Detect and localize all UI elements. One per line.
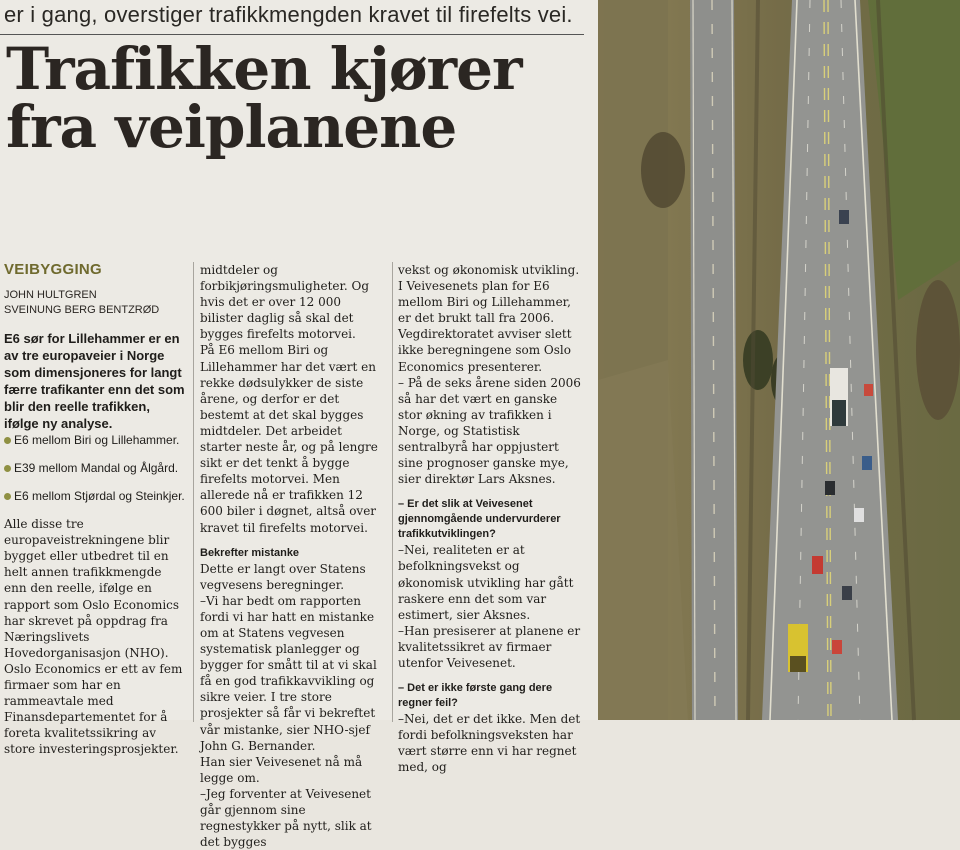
- top-line-text: er i gang, overstiger trafikkmengden kravet til firefelts vei.: [4, 2, 573, 27]
- interview-question: – Er det slik at Veivesenet gjennomgående undervurderer trafikkutviklingen?: [398, 498, 561, 541]
- body-paragraph: –Nei, realiteten er at befolkningsvekst og økonomisk utvikling har gått raskere enn det som var estimert, sier Aksnes.: [398, 543, 574, 622]
- body-paragraph: vekst og økonomisk utvikling. I Veivesenets plan for E6 mellom Biri og Lillehammer, er det brukt tall fra 2006.: [398, 263, 580, 326]
- bullet-dot-icon: [4, 465, 11, 472]
- headline: Trafikken kjører fra veiplanene: [6, 35, 522, 161]
- column-divider: [392, 262, 393, 722]
- subheading: Bekrefter mistanke: [200, 546, 300, 559]
- ingress: E6 sør for Lillehammer er en av tre europaveier i Norge som dimensjoneres for langt færre trafikanter enn det som blir den reelle trafikken, ifølge ny analyse.: [4, 331, 185, 432]
- body-paragraph: midtdeler og forbikjøringsmuligheter. Og hvis det er over 12 000 bilister daglig så skal det bygges firefelts motorvei.: [200, 263, 370, 342]
- column-2: [200, 262, 386, 850]
- body-paragraph: Oslo Economics er ett av fem firmaer som har en rammeavtale med Finansdepartementet for å foreta kvalitetssikring av store investeringsprosjekter.: [4, 661, 183, 757]
- body-paragraph: –Han presiserer at planene er kvalitetssikret av firmaer utenfor Veivesenet.: [398, 623, 581, 670]
- bullet-dot-icon: [4, 437, 11, 444]
- byline-author-1: JOHN HULTGREN: [4, 289, 97, 302]
- column-1: [4, 262, 186, 758]
- aerial-road-illustration: [598, 0, 960, 720]
- body-paragraph: – På de seks årene siden 2006 så har det vært en ganske stor økning av trafikken i Norge, og Statistisk sentralbyrå har oppjustert sine prognoser ganske mye, sier direktør Lars Aksnes.: [398, 375, 581, 487]
- body-paragraph: Vegdirektoratet avviser slett ikke beregningene som Oslo Economics presenterer.: [398, 327, 572, 374]
- interview-question: – Det er ikke første gang dere regner feil?: [398, 682, 553, 710]
- byline-author-2: SVEINUNG BERG BENTZRØD: [4, 304, 160, 317]
- column-divider: [193, 262, 194, 722]
- body-paragraph: –Vi har bedt om rapporten fordi vi har hatt en mistanke om at Statens vegvesen systematisk planlegger og bygger for smått til at vi skal få en god trafikkavvikling og sikre veier. I tre store prosjekter så får vi bekreftet vår mistanke, sier NHO-sjef John G. Bernander.: [200, 593, 377, 753]
- column-3: [398, 262, 584, 775]
- bullet-item: E6 mellom Biri og Lillehammer.: [4, 432, 186, 448]
- body-paragraph: –Nei, det er det ikke. Men det fordi befolkningsveksten har vært større enn vi har regnet med, og: [398, 712, 581, 775]
- bullet-item: E6 mellom Stjørdal og Steinkjer.: [4, 488, 186, 504]
- section-kicker: VEIBYGGING: [4, 261, 103, 278]
- body-paragraph: Han sier Veivesenet nå må legge om.: [200, 754, 363, 785]
- bullet-dot-icon: [4, 493, 11, 500]
- aerial-road-photo: [598, 0, 960, 720]
- body-paragraph: Dette er langt over Statens vegvesens beregninger.: [200, 561, 366, 592]
- bullet-item: E39 mellom Mandal og Ålgård.: [4, 460, 186, 476]
- body-paragraph: –Jeg forventer at Veivesenet går gjennom sine regnestykker på nytt, slik at det bygges: [200, 786, 372, 850]
- body-paragraph: På E6 mellom Biri og Lillehammer har det vært en rekke dødsulykker de siste årene, og derfor er det bestemt at det skal bygges midtdeler. Det arbeidet starter neste år, og på lengre sikt er det tenkt å bygge firefelts motorvei. Men allerede nå er trafikken 12 600 biler i døgnet, altså over kravet til firefelts motorvei.: [200, 343, 378, 535]
- body-paragraph: Alle disse tre europaveistrekningene blir bygget eller utbedret til en helt annen trafikkmengde enn den reelle, ifølge en rapport som Oslo Economics har skrevet på oppdrag fra Næringslivets Hovedorganisasjon (NHO).: [4, 517, 180, 660]
